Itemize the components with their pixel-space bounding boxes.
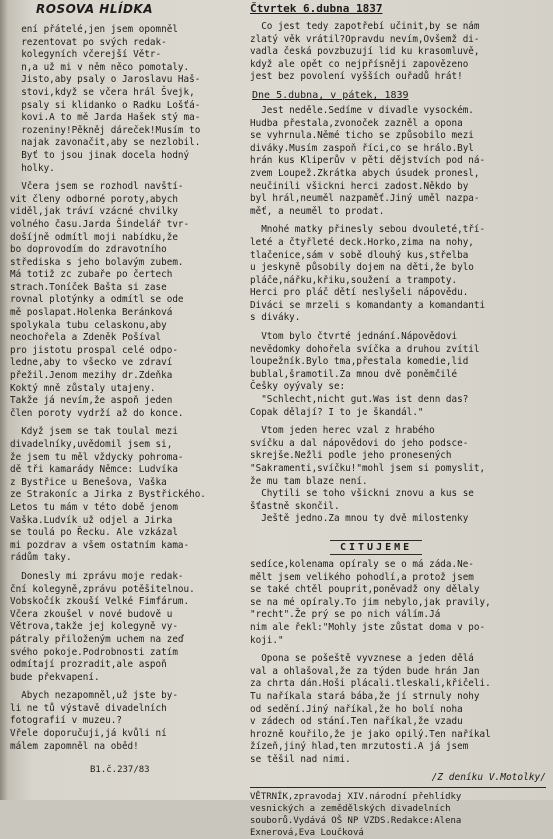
text-line: Když jsem se tak toulal mezi xyxy=(10,426,178,438)
text-line: skrejše.Nežli podle jeho pronesených xyxy=(250,450,452,462)
left-column xyxy=(10,0,246,775)
text-line: z Bystřice u Benešova, Vaška xyxy=(10,476,167,488)
text-line: mělt jsem velikého pohodlí,a protož jsem xyxy=(250,571,474,583)
text-line: Vtom bylo čtvrté jednání.Nápovědovi xyxy=(250,331,458,343)
text-line: odmítají prozradit,ale aspoň xyxy=(10,659,167,671)
text-line: Herci pro pláč dětí neslyšeli nápovědu. xyxy=(250,287,469,299)
text-line: Koktý mně zůstaly utajeny. xyxy=(10,382,156,394)
text-line: fotografií v muzeu.? xyxy=(10,715,122,727)
text-line: jest bez povolení vyšších ouřadů hrát! xyxy=(250,71,463,83)
text-line: zlatý věk vrátil?Opravdu nevím,Ovšemž di- xyxy=(250,33,480,45)
text-line: "recht".Že prý se po nich válím.Já xyxy=(250,609,441,621)
text-line: u jeskyně působily dojem na děti,že bylo xyxy=(250,262,474,274)
text-line: viděl,jak tráví vzácné chvilky xyxy=(10,206,178,218)
text-line: neochořela a Zdeněk Pošíval xyxy=(10,332,162,344)
text-line: stovi,když se včera hrál Švejk, xyxy=(10,86,195,98)
paragraph xyxy=(250,224,546,325)
text-line: volného času.Jarda Šindelář tvr- xyxy=(10,218,190,230)
text-line: za chrta dán.Hoši plácali.tleskali,křičeli. xyxy=(250,678,491,690)
text-line: mě poslapat.Holenka Beránková xyxy=(10,307,173,319)
text-line: vadla česká povzbuzují lid ku krasomluvě, xyxy=(250,46,480,58)
text-line: Chytili se toho všickni znovu a kus se xyxy=(250,488,474,500)
text-line: Ještě jedno.Za mnou ty dvě milostenky xyxy=(250,513,469,525)
text-line: Donesly mi zprávu moje redak- xyxy=(10,570,184,582)
text-line: pátraly přiloženým uchem na zeď xyxy=(10,633,184,645)
right-column xyxy=(250,0,546,839)
intro-paragraph xyxy=(250,21,546,84)
text-line: bo doprovodím do zdravotního xyxy=(10,244,167,256)
left-paragraphs xyxy=(10,24,246,753)
text-line: když ale opět co nejpřísněji zapovězeno xyxy=(250,58,469,70)
text-line: rozeniny!Pěkněj dáreček!Musím to xyxy=(10,124,201,136)
text-line: Diváci se mrzeli s komandanty a komandanti xyxy=(250,299,486,311)
text-line: měť, a neuměl to prodat. xyxy=(250,205,385,217)
text-line: se na mé opíraly.To jim nebylo,jak pravily, xyxy=(250,596,491,608)
text-line: spolykala tubu celaskonu,aby xyxy=(10,319,167,331)
text-line: málem zapomněl na oběd! xyxy=(10,740,139,752)
text-line: Tu naříkala stará bába,že jí strnuly nohy xyxy=(250,690,480,702)
text-line: člen poroty vydrží až do konce. xyxy=(10,407,184,419)
text-line: že jsem tu měl vždycky pohroma- xyxy=(10,451,184,463)
text-line: najak zavonačit,aby se nezlobil. xyxy=(10,137,201,149)
text-line: rádům taky. xyxy=(10,552,72,564)
text-line: Abych nezapomněl,už jste by- xyxy=(10,690,178,702)
text-line: Hudba přestala,zvonoček zazněl a opona xyxy=(250,117,463,129)
text-line: Včera jsem se rozhodl navští- xyxy=(10,181,184,193)
paragraph xyxy=(250,425,546,526)
imprint-line: vesnických a zemědělských divadelních xyxy=(250,804,451,815)
text-line: Vobskočík zkouší Velké Fimfárum. xyxy=(10,596,190,608)
text-line: vit členy odborné poroty,abych xyxy=(10,193,178,205)
text-line: Mnohé matky přinesly sebou dvouleté,tří- xyxy=(250,224,486,236)
text-line: pro jistotu prospal celé odpo- xyxy=(10,344,178,356)
quote-paragraphs xyxy=(250,559,546,767)
text-line: zvem Loupež.Zkrátka abych úsudek pronesl, xyxy=(250,167,480,179)
text-line: bublal,šramotil.Za mnou dvě poněmčilé xyxy=(250,368,458,380)
diary-signoff: /Z deníku V.Motolky/ xyxy=(431,772,546,784)
text-line: od sedění.Jiný naříkal,že ho bolí noha xyxy=(250,703,463,715)
text-line: Takže já nevím,že aspoň jeden xyxy=(10,395,173,407)
text-line: nevědomky dohořela svíčka a druhou zvítil xyxy=(250,343,480,355)
text-line: mi pozdrav a všem ostatním kama- xyxy=(10,539,190,551)
text-line: se toulá po Řecku. Ale vzkázal xyxy=(10,527,178,539)
text-line: "Schlecht,nicht gut.Was ist denn das? xyxy=(250,394,469,406)
text-line: svého pokoje.Podrobnosti zatím xyxy=(10,646,178,658)
text-line: val a ohlašoval,že za týden bude hrán Jan xyxy=(250,665,480,677)
text-line: byl hrál,neuměl nazpaměť.Jiný uměl nazpa- xyxy=(250,193,480,205)
text-line: neučinili všickni herci zadost.Někdo by xyxy=(250,180,469,192)
imprint-block xyxy=(250,787,546,839)
text-line: se těšil nad nimi. xyxy=(250,753,351,765)
paragraph xyxy=(250,331,546,419)
text-line: ze Strakoníc a Jirka z Bystřického. xyxy=(10,489,206,501)
text-line: přežil.Jenom mezihy dr.Zdeňka xyxy=(10,370,173,382)
text-line: že mu tam blaze není. xyxy=(250,475,368,487)
text-line: s diváky. xyxy=(250,312,301,324)
reg-number: B1.č.237/83 xyxy=(90,765,150,776)
imprint-line: Exnerová,Eva Loučková xyxy=(250,828,364,839)
text-line: ledne,aby to všecko ve zdraví xyxy=(10,357,173,369)
text-line: Byť to jsou jinak docela hodný xyxy=(10,149,190,161)
paragraph xyxy=(250,105,546,218)
text-line: tlačenice,sám v sobě dlouhý kus,střelba xyxy=(250,249,469,261)
text-line: Češky oyývaly se: xyxy=(250,381,346,393)
text-line: v zádech od stání.Ten naříkal,že vzadu xyxy=(250,716,463,728)
text-line: divadelníky,uvědomil jsem si, xyxy=(10,439,173,450)
text-line: leté a čtyřleté deck.Horko,zima na nohy, xyxy=(250,236,474,248)
section-title-citujeme: CITUJEME xyxy=(330,540,422,555)
text-line: svíčku a dal nápovědovi do jeho podsce- xyxy=(250,437,469,449)
text-line: li ne tů výstavě divadelních xyxy=(10,702,167,714)
imprint-line: souborů.Vydává OŠ NP VZDS.Redakce:Alena xyxy=(250,816,462,827)
text-line: pláče,nářku,křiku,soužení a trampoty. xyxy=(250,274,458,286)
masthead-title: ROSOVA HLÍDKA xyxy=(36,2,153,16)
text-line: šťastně skončil. xyxy=(250,500,340,512)
text-line: holky. xyxy=(10,162,55,174)
text-line: Vřele doporučuji,já kvůli ní xyxy=(10,728,167,740)
text-line: rovnal plotýnky a odmítl se ode xyxy=(10,294,184,306)
text-line: Větrova,takže jej kolegyně vy- xyxy=(10,621,178,633)
text-line: kolegyních včerejší Větr- xyxy=(10,49,162,61)
text-line: nim ale řekl:"Mohly jste zůstat doma v po- xyxy=(250,621,486,633)
text-line: žízeň,jiný hlad,ten mrzutosti.A já jsem xyxy=(250,741,469,753)
text-line: Vtom jeden herec vzal z hrabého xyxy=(250,425,435,437)
text-line: se také chtěl pouprit,poněvadž ony dělaly xyxy=(250,584,480,596)
text-line: loupežník.Bylo tma,přestala komedie,lid xyxy=(250,356,469,368)
text-line: koji." xyxy=(250,634,284,646)
text-line: rezentovat po svých redak- xyxy=(10,36,167,48)
text-line: kovi.A to mě Jarda Hašek stý ma- xyxy=(10,112,201,124)
text-line: hrán kus Kliperův v pěti dějstvích pod ná- xyxy=(250,155,486,167)
text-line: Vaška.Ludvík už odjel a Jirka xyxy=(10,514,173,526)
diary-entry-date: Dne 5.dubna, v pátek, 1839 xyxy=(252,89,409,101)
issue-date: Čtvrtek 6.dubna 1837 xyxy=(250,2,383,15)
text-line: Má totiž zc zubaře po čertech xyxy=(10,269,173,281)
text-line: ení přátelé,jen jsem opomněl xyxy=(10,24,178,35)
text-line: došíjně odmítl moji nabídku,že xyxy=(10,231,178,243)
page-spine-shadow xyxy=(0,0,8,800)
diary-paragraphs xyxy=(250,105,546,526)
text-line: Letos tu mám v této době jenom xyxy=(10,501,178,513)
text-line: dě tři kamarády Němce: Ludvíka xyxy=(10,464,178,476)
text-line: diváky.Musím zaspoň říci,co se hrálo.Byl xyxy=(250,142,474,154)
text-line: ční kolegyně,zprávu potěšitelnou. xyxy=(10,583,195,595)
paragraph xyxy=(10,690,246,753)
paragraph xyxy=(10,24,246,175)
text-line: n,a už mi v něm něco pomotaly. xyxy=(10,61,190,73)
text-line: Včera zkoušel v nové budově u xyxy=(10,608,173,620)
text-line: Jisto,aby psaly o Jaroslavu Haš- xyxy=(10,74,201,86)
text-line: psaly si klidanko o Radku Lošťá- xyxy=(10,99,201,111)
paragraph xyxy=(10,571,246,684)
text-line: sedíce,kolenama opíraly se o má záda.Ne- xyxy=(250,558,474,570)
text-line: Copak dělají? I to je škandál." xyxy=(250,406,424,418)
text-line: Co jest tedy zapotřebí učinit,by se nám xyxy=(250,21,480,32)
text-line: hrozně kouřilo,že je jako opilý.Ten naříkal xyxy=(250,728,491,740)
text-line: se vyhrnula.Němé ticho se způsobilo mezi xyxy=(250,130,474,142)
imprint-line: VĚTRNÍK,zpravodaj XIV.národní přehlídky xyxy=(250,792,462,803)
paragraph xyxy=(10,426,246,565)
text-line: Jest neděle.Sedíme v divadle vysockém. xyxy=(250,104,474,116)
paragraph xyxy=(10,181,246,420)
text-line: Opona se pošeště vyvznese a jeden dělá xyxy=(250,653,474,665)
paragraph xyxy=(250,653,546,766)
text-line: "Sakramenti,svíčku!"mohl jsem si pomyslit, xyxy=(250,463,486,474)
text-line: bude překvapení. xyxy=(10,671,100,683)
text-line: střediska s jeho bolavým zubem. xyxy=(10,256,184,268)
text-line: strach.Toníček Bašta si zase xyxy=(10,281,167,293)
paragraph xyxy=(250,559,546,647)
